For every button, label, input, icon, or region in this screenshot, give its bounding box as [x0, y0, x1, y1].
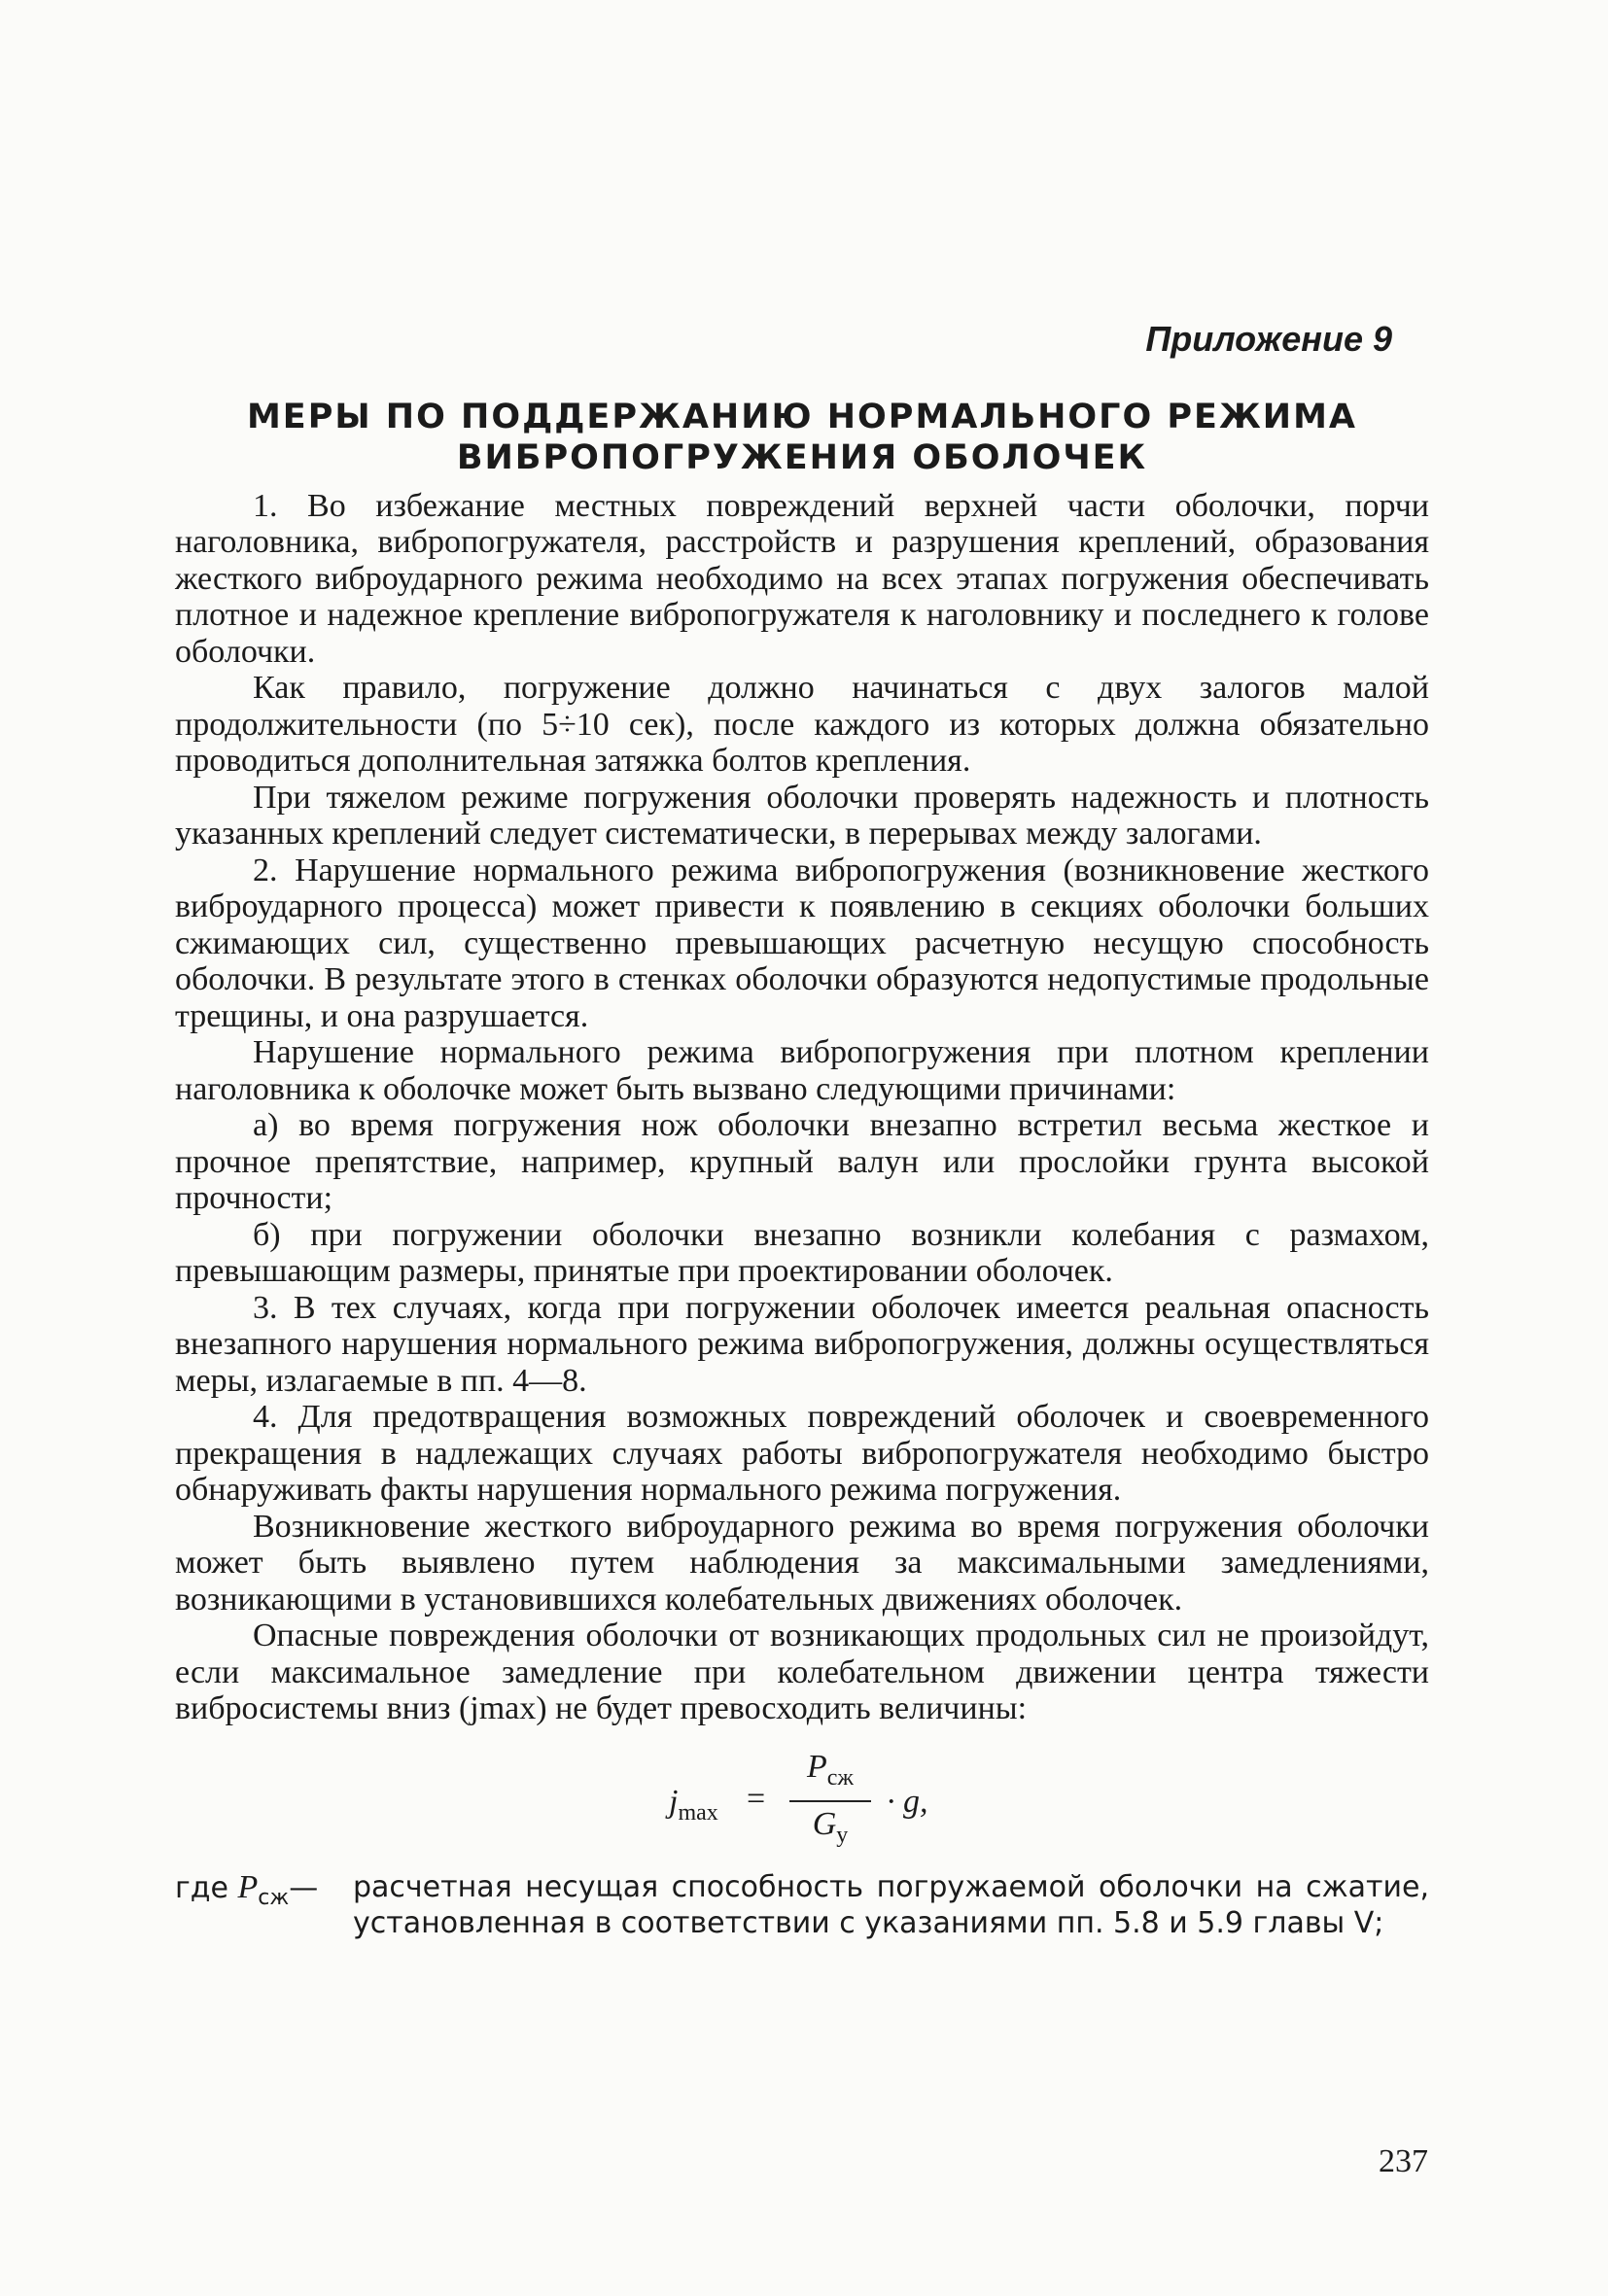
list-item-a: а) во время погружения нож оболочки внезапно встретил весьма жесткое и прочное препятствие, например, крупный валун или прослойки грунта высокой прочности; — [175, 1107, 1429, 1216]
title-line-2: ВИБРОПОГРУЖЕНИЯ ОБОЛОЧЕК — [456, 437, 1148, 477]
paragraph: Как правило, погружение должно начинаться с двух залогов малой продолжительности (по 5÷10 сек), после каждого из которых должна обязательно проводиться дополнительная затяжка болтов крепления. — [175, 670, 1429, 779]
formula-denominator: $G_у$ — [812, 1805, 849, 1848]
formula-equals: = — [747, 1780, 766, 1817]
paragraph: 1. Во избежание местных повреждений верхней части оболочки, порчи наголовника, вибропогружателя, расстройств и разрушения креплений, образования жесткого виброударного режима необходимо на всех этапах погружения обеспечивать плотное и надежное крепление вибропогружателя к наголовнику и последнего к голове оболочки. — [175, 487, 1429, 670]
paragraph: 3. В тех случаях, когда при погружении оболочек имеется реальная опасность внезапного нарушения нормального режима вибропогружения, должны осуществляться меры, излагаемые в пп. 4—8. — [175, 1289, 1429, 1399]
document-page — [175, 321, 1429, 1941]
fraction-bar — [789, 1800, 871, 1802]
appendix-label: Приложение 9 — [1145, 319, 1392, 359]
formula-lhs: $j_{max}$ — [669, 1783, 718, 1826]
where-text: расчетная несущая способность погружаемой оболочки на сжатие, установленная в соответствии с указаниями пп. 5.8 и 5.9 главы V; — [353, 1869, 1429, 1940]
document-title — [175, 397, 1429, 478]
paragraph: При тяжелом режиме погружения оболочки проверять надежность и плотность указанных креплений следует систематически, в перерывах между залогами. — [175, 779, 1429, 852]
formula — [175, 1749, 1429, 1854]
body-text — [175, 488, 1429, 1727]
formula-numerator: $P_{сж}$ — [806, 1748, 854, 1791]
paragraph: Нарушение нормального режима вибропогружения при плотном креплении наголовника к оболочке может быть вызвано следующими причинами: — [175, 1034, 1429, 1107]
paragraph: Опасные повреждения оболочки от возникающих продольных сил не произойдут, если максимальное замедление при колебательном движении центра тяжести вибросистемы вниз (jmax) не будет превосходить величины: — [175, 1618, 1429, 1726]
formula-tail: · g, — [887, 1783, 928, 1820]
where-definition — [175, 1869, 1429, 1941]
list-item-b: б) при погружении оболочки внезапно возникли колебания с размахом, превышающим размеры, принятые при проектировании оболочек. — [175, 1216, 1429, 1289]
where-head: где $P_{сж}—$ — [175, 1868, 319, 1910]
paragraph: 4. Для предотвращения возможных повреждений оболочек и своевременного прекращения в надлежащих случаях работы вибропогружателя необходимо быстро обнаруживать факты нарушения нормального режима погружения. — [175, 1399, 1429, 1508]
paragraph: 2. Нарушение нормального режима вибропогружения (возникновение жесткого виброударного процесса) может привести к появлению в секциях оболочки больших сжимающих сил, существенно превышающих расчетную несущую способность оболочки. В результате этого в стенках оболочки образуются недопустимые продольные трещины, и она разрушается. — [175, 852, 1429, 1034]
paragraph: Возникновение жесткого виброударного режима во время погружения оболочки может быть выявлено путем наблюдения за максимальными замедлениями, возникающими в установившихся колебательных движениях оболочек. — [175, 1508, 1429, 1618]
title-line-1: МЕРЫ ПО ПОДДЕРЖАНИЮ НОРМАЛЬНОГО РЕЖИМА — [246, 397, 1358, 436]
formula-fraction — [789, 1749, 871, 1855]
page-number: 237 — [1379, 2143, 1428, 2179]
